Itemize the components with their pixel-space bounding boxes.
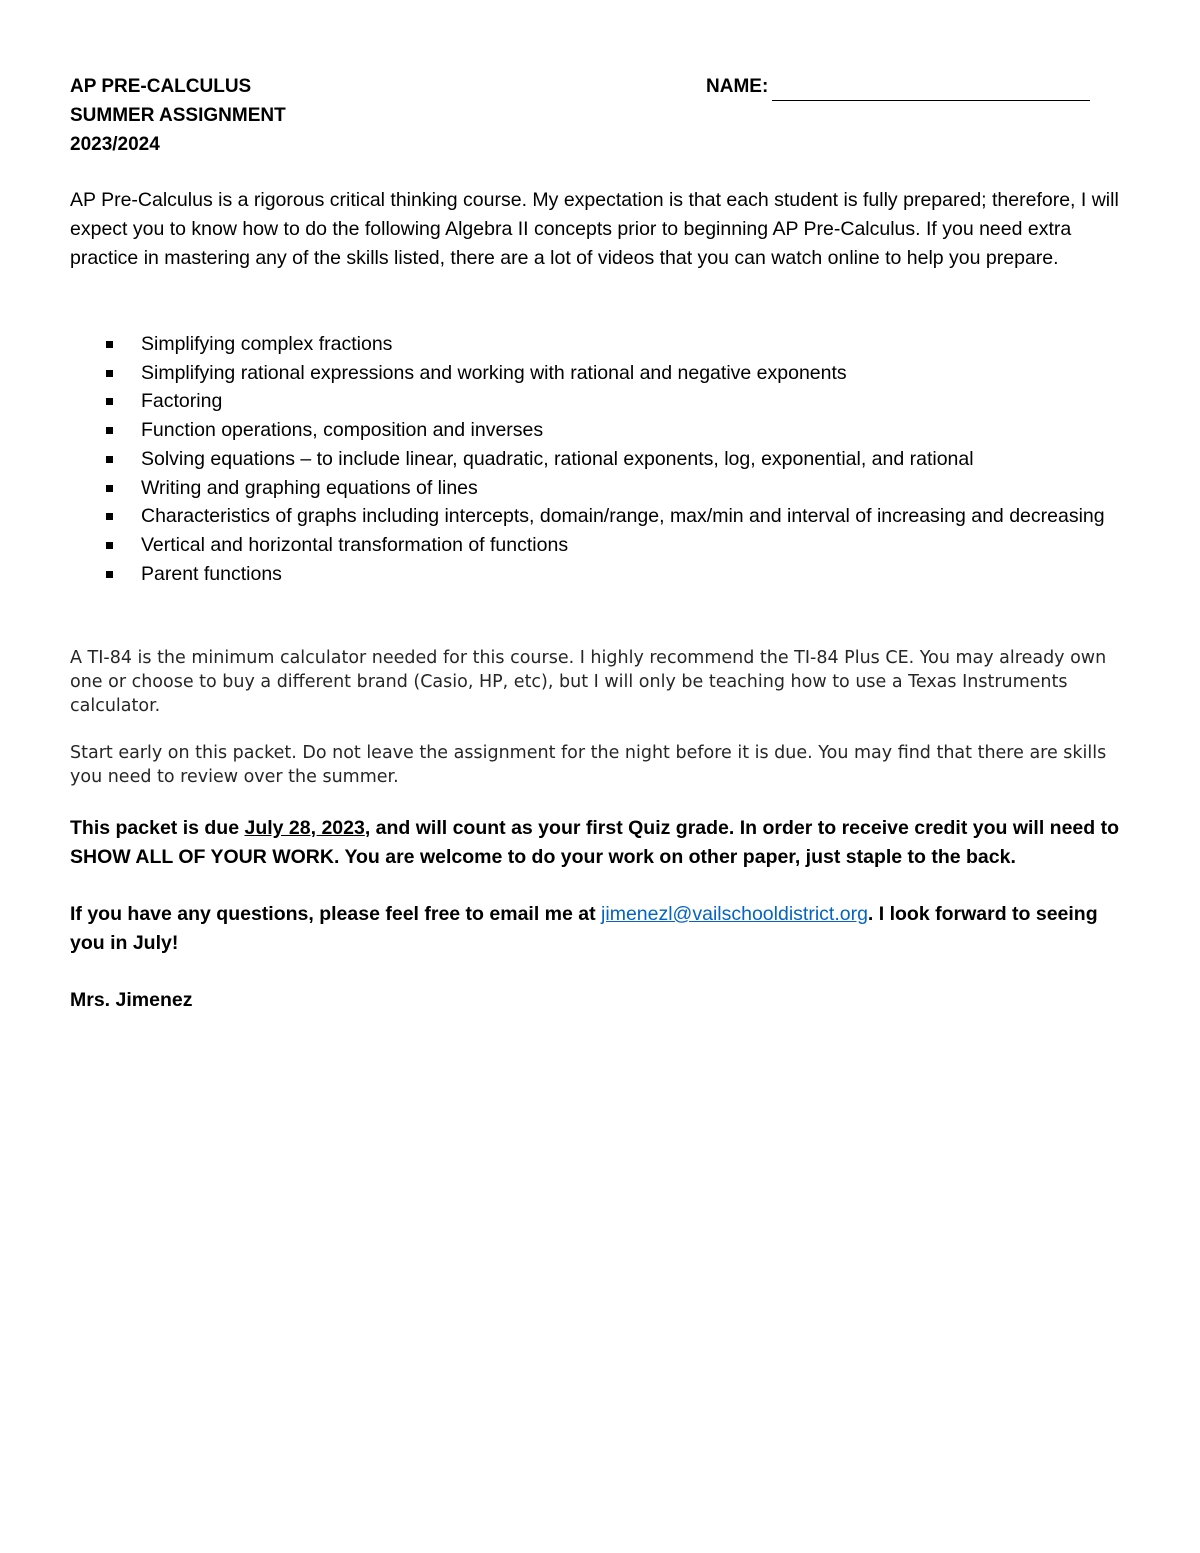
list-item: Factoring xyxy=(70,387,1130,416)
calculator-paragraph: A TI-84 is the minimum calculator needed for this course. I highly recommend the TI-84 Plus CE. You may already own one or choose to buy a different brand (Casio, HP, etc), but I will only be teaching how to use a Texas Instruments calculator. xyxy=(70,648,1107,716)
skills-list xyxy=(70,330,1130,588)
square-bullet-icon xyxy=(106,398,113,405)
square-bullet-icon xyxy=(106,485,113,492)
signature: Mrs. Jimenez xyxy=(70,989,193,1011)
intro-paragraph: AP Pre-Calculus is a rigorous critical thinking course. My expectation is that each student is fully prepared; therefore, I will expect you to know how to do the following Algebra II concepts prior to beginning AP Pre-Calculus. If you need extra practice in mastering any of the skills listed, there are a lot of videos that you can watch online to help you prepare. xyxy=(70,189,1119,269)
square-bullet-icon xyxy=(106,427,113,434)
name-field[interactable] xyxy=(706,72,1090,101)
due-date: July 28, 2023 xyxy=(244,817,365,839)
square-bullet-icon xyxy=(106,341,113,348)
list-item: Function operations, composition and inverses xyxy=(70,416,1130,445)
list-item: Characteristics of graphs including intercepts, domain/range, max/min and interval of increasing and decreasing xyxy=(70,502,1130,531)
school-year: 2023/2024 xyxy=(70,134,160,155)
square-bullet-icon xyxy=(106,571,113,578)
start-early-paragraph: Start early on this packet. Do not leave the assignment for the night before it is due. You may find that there are skills you need to review over the summer. xyxy=(70,743,1107,787)
course-title: AP PRE-CALCULUS xyxy=(70,76,252,97)
name-blank-line[interactable] xyxy=(772,78,1090,101)
show-work: SHOW ALL OF YOUR WORK xyxy=(70,846,334,868)
document-header xyxy=(70,72,286,159)
list-item: Simplifying rational expressions and working with rational and negative exponents xyxy=(70,359,1130,388)
list-item: Solving equations – to include linear, quadratic, rational exponents, log, exponential, and rational xyxy=(70,445,1130,474)
list-item: Simplifying complex fractions xyxy=(70,330,1130,359)
square-bullet-icon xyxy=(106,542,113,549)
list-item: Vertical and horizontal transformation of functions xyxy=(70,531,1130,560)
square-bullet-icon xyxy=(106,513,113,520)
due-date-paragraph: This packet is due July 28, 2023, and will count as your first Quiz grade. In order to receive credit you will need to SHOW ALL OF YOUR WORK. You are welcome to do your work on other paper, just staple to the back. xyxy=(70,817,1120,868)
assignment-title: SUMMER ASSIGNMENT xyxy=(70,105,286,126)
questions-paragraph: If you have any questions, please feel free to email me at jimenezl@vailschooldistrict.org. I look forward to seeing you in July! xyxy=(70,903,1098,954)
square-bullet-icon xyxy=(106,370,113,377)
square-bullet-icon xyxy=(106,456,113,463)
quiz-grade: Quiz grade xyxy=(628,817,729,839)
list-item: Parent functions xyxy=(70,560,1130,589)
email-link[interactable]: jimenezl@vailschooldistrict.org xyxy=(601,903,868,925)
list-item: Writing and graphing equations of lines xyxy=(70,474,1130,503)
name-label: NAME: xyxy=(706,76,769,97)
